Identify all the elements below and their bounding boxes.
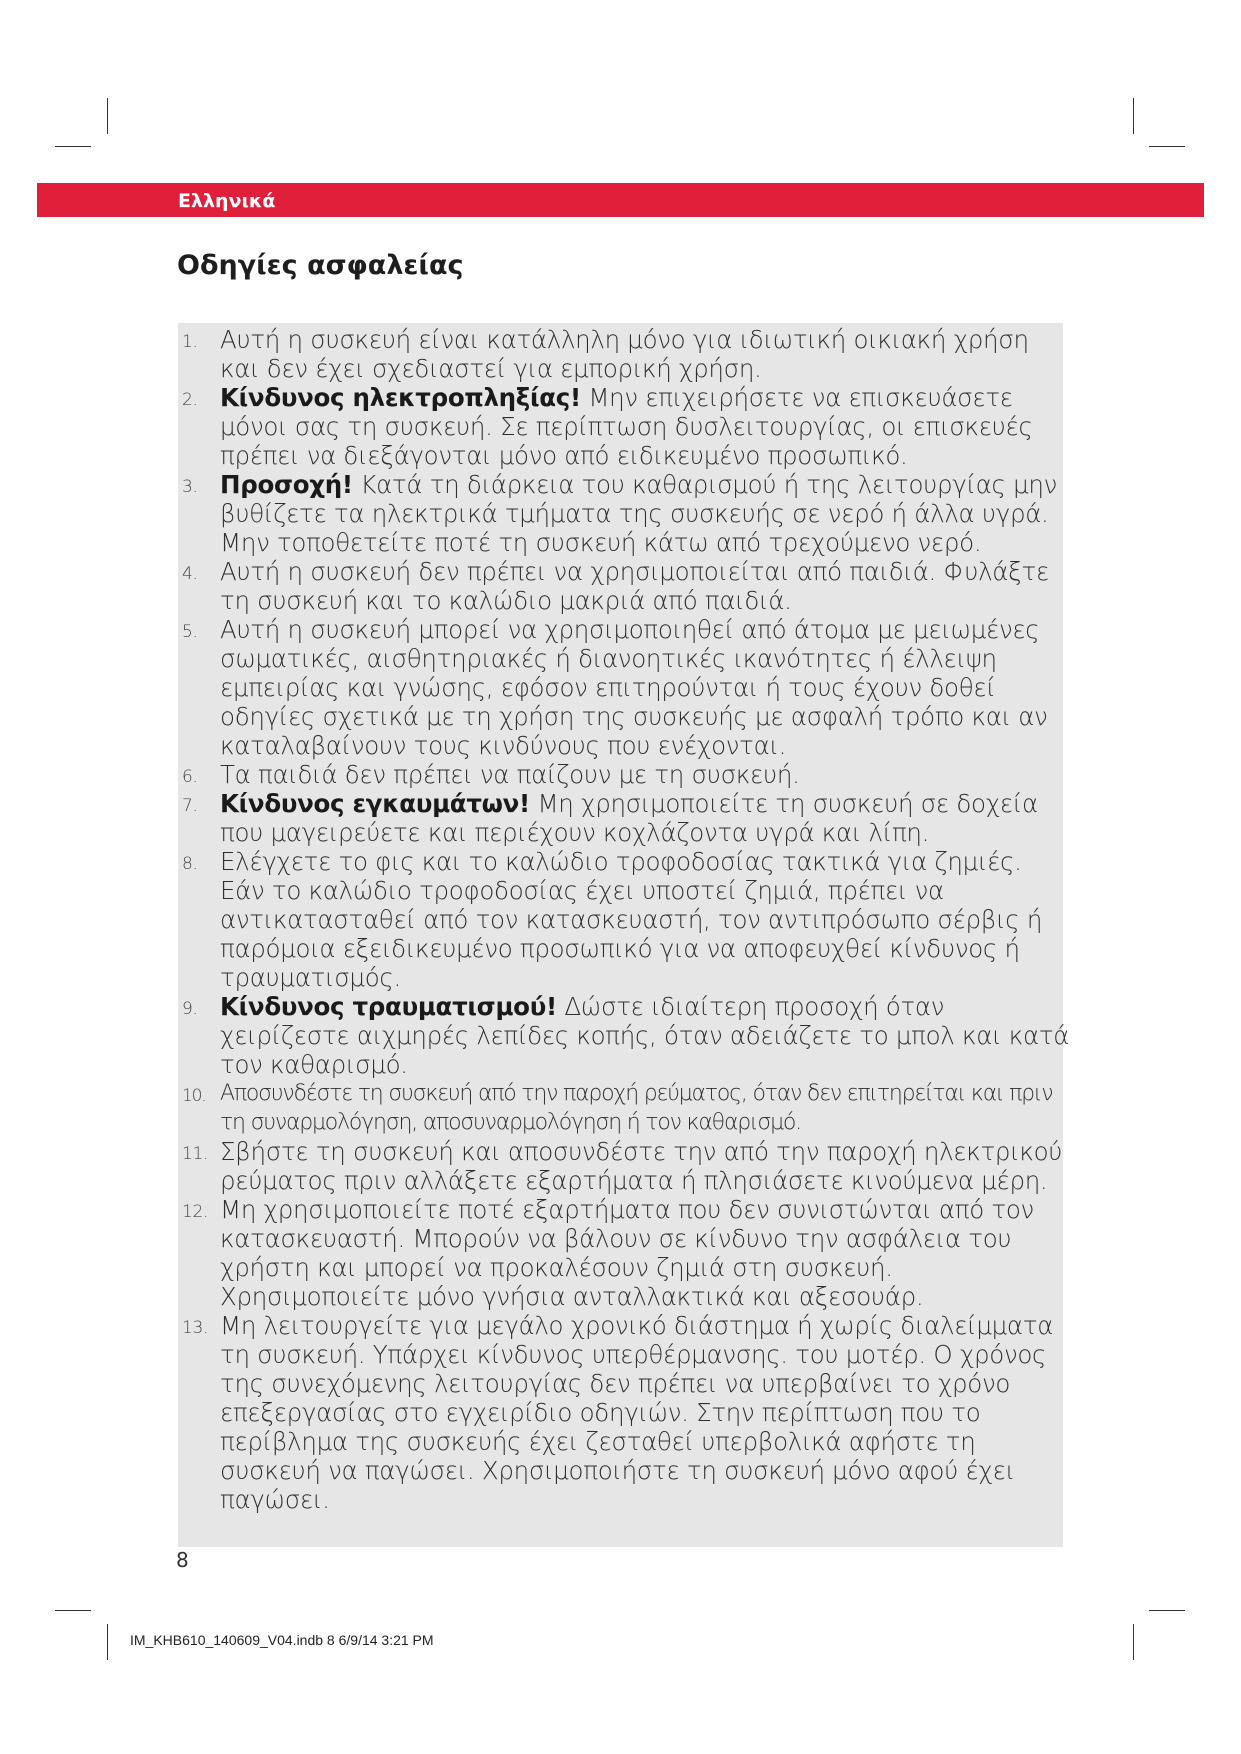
list-item <box>182 1079 1072 1137</box>
item-text: Αυτή η συσκευή είναι κατάλληλη μόνο για ιδιωτική οικιακή χρήση και δεν έχει σχεδιαστεί για εμπορική χρήση. <box>220 325 1029 383</box>
item-text: Δώστε ιδιαίτερη προσοχή όταν χειρίζεστε αιχμηρές λεπίδες κοπής, όταν αδειάζετε το μπολ και κατά τον καθαρισμό. <box>220 992 1070 1079</box>
list-item <box>182 789 1072 847</box>
item-text: Μην επιχειρήσετε να επισκευάσετε μόνοι σας τη συσκευή. Σε περίπτωση δυσλειτουργίας, οι επισκευές πρέπει να διεξάγονται μόνο από ειδικευμένο προσωπικό. <box>220 383 1033 470</box>
item-text: Μη χρησιμοποιείτε τη συσκευή σε δοχεία που μαγειρεύετε και περιέχουν κοχλάζοντα υγρά και λίπη. <box>220 789 1038 847</box>
item-number: 12. <box>182 1202 209 1222</box>
crop-mark-bottom-right-vertical <box>1133 1624 1134 1660</box>
page-title: Οδηγίες ασφαλείας <box>177 250 464 281</box>
crop-mark-top-right-horizontal <box>1149 146 1185 147</box>
list-item <box>182 615 1072 760</box>
item-number: 5. <box>182 622 198 642</box>
item-text: Ελέγχετε το φις και το καλώδιο τροφοδοσίας τακτικά για ζημιές. Εάν το καλώδιο τροφοδοσίας έχει υποστεί ζημιά, πρέπει να αντικατασταθεί από τον κατασκευαστή, τον αντιπρόσωπο σέρβις ή παρόμοια εξειδικευμένο προσωπικό για να αποφευχθεί κίνδυνος ή τραυματισμός. <box>220 847 1043 992</box>
item-text: Κατά τη διάρκεια του καθαρισμού ή της λειτουργίας μην βυθίζετε τα ηλεκτρικά τμήματα της συσκευής σε νερό ή άλλα υγρά. Μην τοποθετείτε ποτέ τη συσκευή κάτω από τρεχούμενο νερό. <box>220 470 1057 557</box>
item-number: 6. <box>182 767 198 787</box>
crop-mark-top-left-horizontal <box>55 146 91 147</box>
crop-mark-top-right-vertical <box>1133 98 1134 134</box>
item-number: 13. <box>182 1318 209 1338</box>
item-number: 7. <box>182 796 198 816</box>
safety-instructions-list <box>182 325 1072 1514</box>
list-item <box>182 1137 1072 1195</box>
language-label: Ελληνικά <box>178 190 276 212</box>
list-item <box>182 1311 1072 1514</box>
crop-mark-bottom-left-vertical <box>107 1624 108 1660</box>
list-item <box>182 325 1072 383</box>
item-text: Αυτή η συσκευή δεν πρέπει να χρησιμοποιείται από παιδιά. Φυλάξτε τη συσκευή και το καλώδιο μακριά από παιδιά. <box>220 557 1049 615</box>
warning-label: Κίνδυνος τραυματισμού! <box>220 992 557 1021</box>
item-number: 1. <box>182 332 198 352</box>
crop-mark-bottom-left-horizontal <box>55 1610 91 1611</box>
item-number: 9. <box>182 999 198 1019</box>
warning-label: Κίνδυνος εγκαυμάτων! <box>220 789 530 818</box>
item-number: 4. <box>182 564 198 584</box>
print-file-info: IM_KHB610_140609_V04.indb 8 6/9/14 3:21 PM <box>130 1632 434 1648</box>
item-text: Σβήστε τη συσκευή και αποσυνδέστε την από την παροχή ηλεκτρικού ρεύματος πριν αλλάξετε εξαρτήματα ή πλησιάσετε κινούμενα μέρη. <box>220 1137 1063 1195</box>
list-item <box>182 470 1072 557</box>
list-item <box>182 1195 1072 1311</box>
item-number: 8. <box>182 854 198 874</box>
crop-mark-top-left-vertical <box>107 98 108 134</box>
list-item <box>182 847 1072 992</box>
crop-mark-bottom-right-horizontal <box>1149 1610 1185 1611</box>
list-item <box>182 383 1072 470</box>
item-text: Μη λειτουργείτε για μεγάλο χρονικό διάστημα ή χωρίς διαλείμματα τη συσκευή. Υπάρχει κίνδυνος υπερθέρμανσης. του μοτέρ. Ο χρόνος της συνεχόμενης λειτουργίας δεν πρέπει να υπερβαίνει το χρόνο επεξεργασίας στο εγχειρίδιο οδηγιών. Στην περίπτωση που το περίβλημα της συσκευής έχει ζεσταθεί υπερβολικά αφήστε τη συσκευή να παγώσει. Χρησιμοποιήστε τη συσκευή μόνο αφού έχει παγώσει. <box>220 1311 1054 1514</box>
item-number: 10. <box>182 1086 206 1106</box>
page-number: 8 <box>176 1548 189 1572</box>
item-number: 3. <box>182 477 198 497</box>
list-item <box>182 992 1072 1079</box>
item-number: 11. <box>182 1144 209 1164</box>
item-text: Αυτή η συσκευή μπορεί να χρησιμοποιηθεί από άτομα με μειωμένες σωματικές, αισθητηριακές ή διανοητικές ικανότητες ή έλλειψη εμπειρίας και γνώσης, εφόσον επιτηρούνται ή τους έχουν δοθεί οδηγίες σχετικά με τη χρήση της συσκευής με ασφαλή τρόπο και αν καταλαβαίνουν τους κινδύνους που ενέχονται. <box>220 615 1048 760</box>
warning-label: Κίνδυνος ηλεκτροπληξίας! <box>220 383 581 412</box>
item-number: 2. <box>182 390 198 410</box>
item-text: Τα παιδιά δεν πρέπει να παίζουν με τη συσκευή. <box>220 760 800 789</box>
list-item <box>182 760 1072 789</box>
warning-label: Προσοχή! <box>220 470 353 499</box>
item-text: Μη χρησιμοποιείτε ποτέ εξαρτήματα που δεν συνιστώνται από τον κατασκευαστή. Μπορούν να βάλουν σε κίνδυνο την ασφάλεια του χρήστη και μπορεί να προκαλέσουν ζημιά στη συσκευή. Χρησιμοποιείτε μόνο γνήσια ανταλλακτικά και αξεσουάρ. <box>220 1195 1034 1311</box>
list-item <box>182 557 1072 615</box>
item-text: Αποσυνδέστε τη συσκευή από την παροχή ρεύματος, όταν δεν επιτηρείται και πριν τη συναρμολόγηση, αποσυναρμολόγηση ή τον καθαρισμό. <box>220 1081 1053 1135</box>
